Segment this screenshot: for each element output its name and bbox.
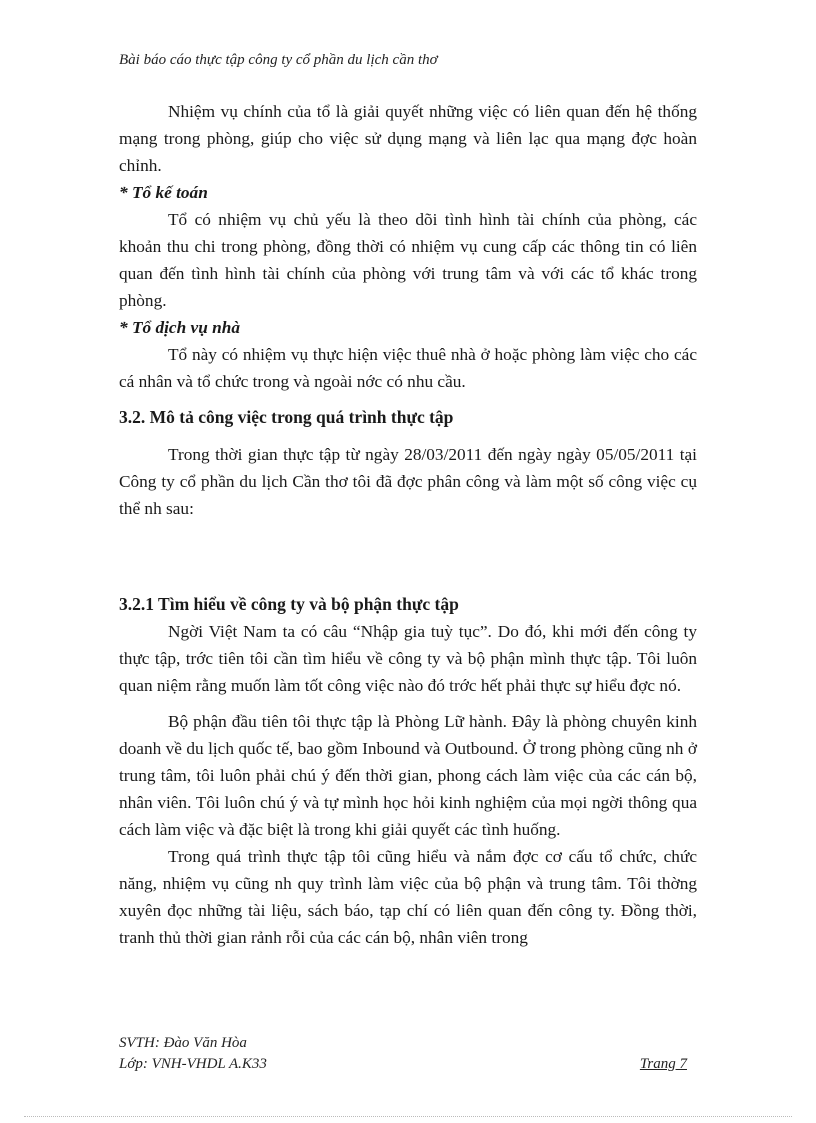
- section-heading-3-2: 3.2. Mô tả công việc trong quá trình thực tập: [119, 407, 454, 427]
- paragraph-accounting-team: Tổ có nhiệm vụ chủ yếu là theo dõi tình hình tài chính của phòng, các khoản thu chi trong phòng, đồng thời có nhiệm vụ cung cấp các thông tin có liên quan đến tình hình tài chính của phòng với trung tâm và với các tổ khác trong phòng.: [119, 210, 697, 310]
- page-footer: [119, 1033, 687, 1075]
- paragraph-internship-period: Trong thời gian thực tập từ ngày 28/03/2011 đến ngày ngày 05/05/2011 tại Công ty cổ phần du lịch Cần thơ tôi đã đợc phân công và làm một số công việc cụ thể nh sau:: [119, 445, 697, 518]
- page-number: Trang 7: [639, 1056, 687, 1072]
- footer-class: Lớp: VNH-VHDL A.K33: [119, 1056, 267, 1072]
- paragraph-internship-process: Trong quá trình thực tập tôi cũng hiểu và nắm đợc cơ cấu tổ chức, chức năng, nhiệm vụ cũng nh quy trình làm việc của bộ phận và trung tâm. Tôi thờng xuyên đọc những tài liệu, sách báo, tạp chí có liên quan đến công ty. Đồng thời, tranh thủ thời gian rảnh rỗi của các cán bộ, nhân viên trong: [119, 847, 697, 947]
- paragraph-travel-department: Bộ phận đầu tiên tôi thực tập là Phòng Lữ hành. Đây là phòng chuyên kinh doanh về du lịch quốc tế, bao gồm Inbound và Outbound. Ở trong phòng cũng nh ở trung tâm, tôi luôn phải chú ý đến thời gian, phong cách làm việc của các cán bộ, nhân viên. Tôi luôn chú ý và tự mình học hỏi kinh nghiệm của mọi ngời thông qua cách làm việc và đặc biệt là trong khi giải quyết các tình huống.: [119, 712, 697, 839]
- footer-student: SVTH: Đào Văn Hòa: [119, 1035, 247, 1051]
- document-body: [119, 98, 697, 951]
- paragraph-network-team: Nhiệm vụ chính của tổ là giải quyết những việc có liên quan đến hệ thống mạng trong phòng, giúp cho việc sử dụng mạng và liên lạc qua mạng đợc hoàn chỉnh.: [119, 102, 697, 175]
- section-heading-3-2-1: 3.2.1 Tìm hiểu về công ty và bộ phận thực tập: [119, 594, 459, 614]
- paragraph-learning-company: Ngời Việt Nam ta có câu “Nhập gia tuỳ tục”. Do đó, khi mới đến công ty thực tập, trớc tiên tôi cần tìm hiểu về công ty và bộ phận mình thực tập. Tôi luôn quan niệm rằng muốn làm tốt công việc nào đó trớc hết phải thực sự hiểu đợc nó.: [119, 622, 697, 695]
- running-header: Bài báo cáo thực tập công ty cổ phần du lịch cần thơ: [119, 52, 438, 68]
- heading-housing-service-team: * Tổ dịch vụ nhà: [119, 318, 240, 337]
- page-break-divider: [24, 1116, 792, 1117]
- paragraph-housing-service-team: Tổ này có nhiệm vụ thực hiện việc thuê nhà ở hoặc phòng làm việc cho các cá nhân và tổ chức trong và ngoài nớc có nhu cầu.: [119, 345, 697, 391]
- heading-accounting-team: * Tổ kế toán: [119, 183, 208, 202]
